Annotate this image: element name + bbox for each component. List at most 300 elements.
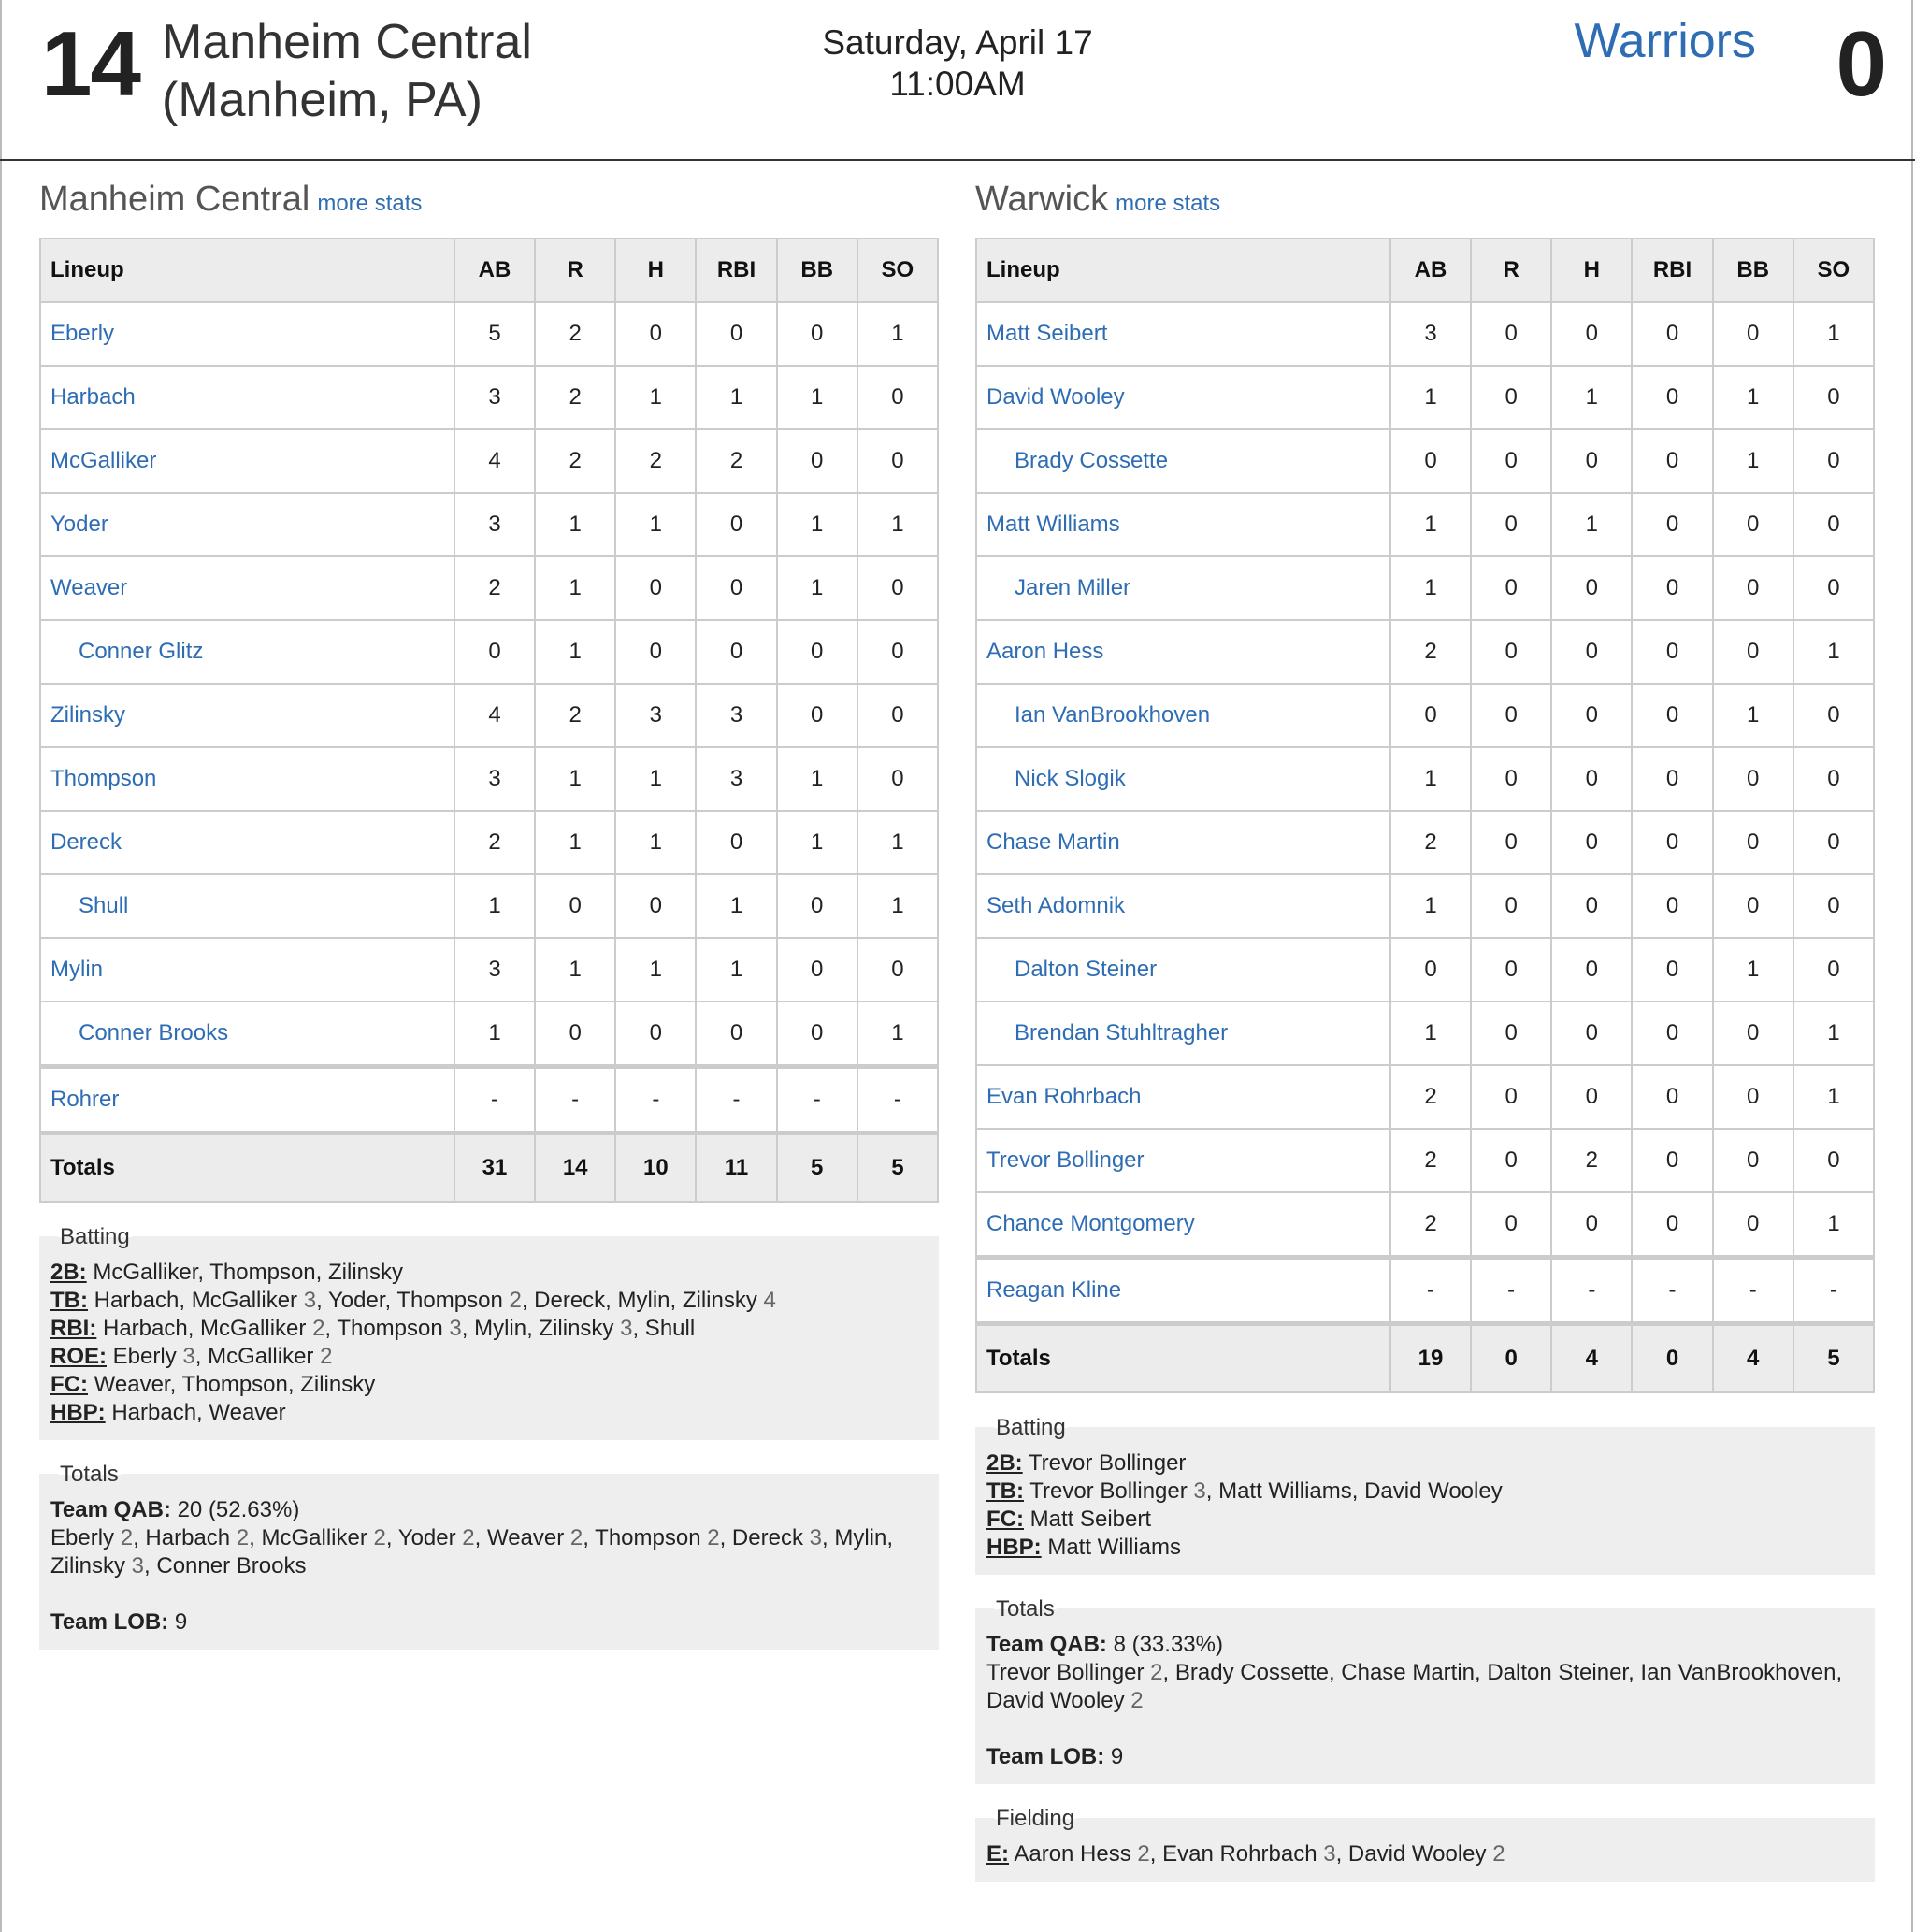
stat-count: 2 <box>373 1525 386 1550</box>
stat-cell: 0 <box>857 684 938 747</box>
column-header-so[interactable]: SO <box>1793 238 1874 302</box>
more-stats-link[interactable]: more stats <box>1116 191 1221 216</box>
stat-cell: 0 <box>1390 684 1471 747</box>
game-header <box>0 0 1915 161</box>
stat-cell: 0 <box>857 429 938 493</box>
stat-label: E: <box>986 1841 1009 1867</box>
column-header-h[interactable]: H <box>1551 238 1632 302</box>
table-row <box>40 747 938 811</box>
player-name-link[interactable]: Seth Adomnik <box>976 874 1390 938</box>
stat-cell: 4 <box>1713 1324 1793 1393</box>
stat-cell: 0 <box>1551 1065 1632 1129</box>
stat-cell: 1 <box>535 556 615 620</box>
stat-text: , Thompson <box>583 1525 708 1550</box>
home-team-line2: (Manheim, PA) <box>162 73 482 127</box>
stat-cell: 0 <box>1713 1065 1793 1129</box>
stat-cell: 31 <box>454 1133 535 1203</box>
stat-cell: 0 <box>1713 556 1793 620</box>
stat-label: FC: <box>50 1372 88 1397</box>
stat-cell: 3 <box>454 493 535 556</box>
stat-cell: 0 <box>1793 684 1874 747</box>
stat-cell: 2 <box>1390 1129 1471 1192</box>
stat-label: HBP: <box>50 1400 106 1425</box>
stat-cell: 1 <box>857 493 938 556</box>
table-row <box>976 1002 1874 1065</box>
stat-cell: - <box>1551 1258 1632 1324</box>
stat-cell: 0 <box>696 811 776 874</box>
player-name-link[interactable]: Chase Martin <box>976 811 1390 874</box>
stat-line <box>50 1287 928 1315</box>
stat-line <box>986 1534 1864 1562</box>
stat-cell: 0 <box>1551 811 1632 874</box>
table-header-row <box>976 238 1874 302</box>
stat-cell: 0 <box>1471 938 1551 1002</box>
stat-cell: 1 <box>615 747 696 811</box>
player-name-link[interactable]: Weaver <box>40 556 454 620</box>
stat-cell: 1 <box>615 493 696 556</box>
team-lob-label: Team LOB: <box>50 1609 169 1635</box>
team-qab-value: 20 (52.63%) <box>170 1497 300 1522</box>
stat-cell: 1 <box>615 366 696 429</box>
totals-label: Totals <box>40 1133 454 1203</box>
stat-cell: 0 <box>1713 811 1793 874</box>
stat-cell: 0 <box>696 1002 776 1067</box>
stat-label: 2B: <box>50 1260 87 1285</box>
stat-cell: - <box>1390 1258 1471 1324</box>
stat-label: ROE: <box>50 1344 107 1369</box>
stat-cell: 2 <box>1390 620 1471 684</box>
stat-count: 2 <box>707 1525 720 1550</box>
stat-cell: 0 <box>615 874 696 938</box>
totals-section <box>39 1462 939 1650</box>
column-header-bb[interactable]: BB <box>777 238 857 302</box>
stat-line <box>50 1343 928 1371</box>
stat-cell: 1 <box>1793 302 1874 366</box>
stat-cell: 0 <box>1632 747 1712 811</box>
stat-cell: 0 <box>615 1002 696 1067</box>
stat-count: 3 <box>620 1316 633 1341</box>
stat-cell: 0 <box>857 938 938 1002</box>
stat-cell: 0 <box>535 1002 615 1067</box>
stat-cell: 0 <box>1632 429 1712 493</box>
stat-cell: - <box>1713 1258 1793 1324</box>
stat-cell: 0 <box>1471 620 1551 684</box>
stat-cell: 1 <box>1713 429 1793 493</box>
player-name-link[interactable]: Trevor Bollinger <box>976 1129 1390 1192</box>
stat-text: Weaver, Thompson, Zilinsky <box>87 1372 376 1397</box>
stat-cell: - <box>777 1067 857 1133</box>
stat-text: , Thompson <box>324 1316 450 1341</box>
box-score-table <box>975 238 1875 1393</box>
stat-cell: 0 <box>1632 684 1712 747</box>
table-row <box>40 684 938 747</box>
team-lob-label: Team LOB: <box>986 1744 1105 1769</box>
stat-cell: 1 <box>535 620 615 684</box>
column-header-so[interactable]: SO <box>857 238 938 302</box>
stat-count: 2 <box>1492 1841 1505 1867</box>
stat-text: Eberly <box>50 1525 121 1550</box>
totals-row <box>976 1324 1874 1393</box>
stat-cell: 1 <box>857 302 938 366</box>
table-header-row <box>40 238 938 302</box>
stat-cell: 0 <box>857 556 938 620</box>
stat-cell: 0 <box>1793 874 1874 938</box>
team-title: Warwick <box>975 180 1109 219</box>
column-header-rbi[interactable]: RBI <box>696 238 776 302</box>
column-header-bb[interactable]: BB <box>1713 238 1793 302</box>
stat-count: 2 <box>1130 1688 1144 1713</box>
table-row <box>976 747 1874 811</box>
table-row <box>976 811 1874 874</box>
column-header-r[interactable]: R <box>1471 238 1551 302</box>
away-team-link[interactable]: Warriors <box>1574 14 1756 68</box>
stat-cell: 0 <box>1632 493 1712 556</box>
stat-cell: 0 <box>777 620 857 684</box>
stat-cell: 1 <box>535 938 615 1002</box>
stat-cell: 0 <box>1471 1065 1551 1129</box>
stat-cell: 1 <box>1713 366 1793 429</box>
stat-cell: 19 <box>1390 1324 1471 1393</box>
stat-cell: 3 <box>696 747 776 811</box>
stat-cell: 3 <box>454 747 535 811</box>
stat-cell: 2 <box>1390 1192 1471 1258</box>
stat-cell: 0 <box>777 874 857 938</box>
stat-label: RBI: <box>50 1316 97 1341</box>
stat-text: , Yoder <box>385 1525 463 1550</box>
player-name-link[interactable]: Jaren Miller <box>976 556 1390 620</box>
stat-cell: 0 <box>1551 1002 1632 1065</box>
stat-cell: 4 <box>454 429 535 493</box>
stat-cell: 1 <box>857 874 938 938</box>
home-score: 14 <box>41 12 140 115</box>
stat-cell: 0 <box>696 556 776 620</box>
stat-cell: 1 <box>777 556 857 620</box>
stat-cell: 0 <box>1713 620 1793 684</box>
stat-text: , David Wooley <box>1335 1841 1493 1867</box>
player-name-link[interactable]: Dalton Steiner <box>976 938 1390 1002</box>
stat-count: 3 <box>182 1344 195 1369</box>
stat-cell: 0 <box>454 620 535 684</box>
stat-cell: 0 <box>1793 1129 1874 1192</box>
batting-legend: Batting <box>996 1415 1066 1440</box>
stat-count: 4 <box>763 1288 776 1313</box>
stat-cell: 14 <box>535 1133 615 1203</box>
table-row <box>40 429 938 493</box>
stat-cell: 0 <box>1632 620 1712 684</box>
stat-cell: 0 <box>1551 1192 1632 1258</box>
table-row <box>40 874 938 938</box>
stat-text: , McGalliker <box>249 1525 374 1550</box>
stat-count: 2 <box>569 1525 583 1550</box>
stat-cell: 0 <box>1632 302 1712 366</box>
stat-cell: 0 <box>1632 1192 1712 1258</box>
stat-cell: 0 <box>777 684 857 747</box>
player-name-link[interactable]: Conner Brooks <box>40 1002 454 1067</box>
stat-cell: 3 <box>696 684 776 747</box>
stat-cell: 4 <box>454 684 535 747</box>
stat-text: , Brady Cossette, Chase Martin, Dalton Steiner, Ian VanBrookhoven, David Wooley <box>986 1660 1843 1713</box>
stat-text: , Dereck <box>719 1525 810 1550</box>
stat-text: , Weaver <box>474 1525 570 1550</box>
totals-legend: Totals <box>60 1462 119 1487</box>
stat-cell: 1 <box>696 366 776 429</box>
home-team-panel <box>39 180 939 1650</box>
stat-cell: 3 <box>454 366 535 429</box>
player-name-link[interactable]: Brendan Stuhltragher <box>976 1002 1390 1065</box>
table-row <box>976 366 1874 429</box>
stat-text: , Dereck, Mylin, Zilinsky <box>521 1288 764 1313</box>
player-name-link[interactable]: Zilinsky <box>40 684 454 747</box>
stat-cell: 0 <box>1471 1192 1551 1258</box>
table-row <box>976 429 1874 493</box>
table-row <box>976 1129 1874 1192</box>
stat-count: 2 <box>236 1525 250 1550</box>
totals-label: Totals <box>976 1324 1390 1393</box>
stat-cell: 5 <box>777 1133 857 1203</box>
stat-cell: 0 <box>1471 1002 1551 1065</box>
batting-legend: Batting <box>60 1224 130 1249</box>
stat-text: Harbach, McGalliker <box>87 1288 304 1313</box>
home-team-line1: Manheim Central <box>162 15 532 69</box>
player-name-link[interactable]: Aaron Hess <box>976 620 1390 684</box>
stat-cell: 1 <box>857 1002 938 1067</box>
stat-text: Aaron Hess <box>1009 1841 1138 1867</box>
stat-text: , Matt Williams, David Wooley <box>1205 1478 1503 1504</box>
table-row <box>40 366 938 429</box>
stat-cell: 1 <box>454 874 535 938</box>
stat-cell: 1 <box>454 1002 535 1067</box>
stat-cell: 0 <box>857 620 938 684</box>
player-name-link[interactable]: Matt Williams <box>976 493 1390 556</box>
game-datetime <box>770 22 1145 105</box>
fielding-legend: Fielding <box>996 1806 1075 1831</box>
column-header-ab[interactable]: AB <box>1390 238 1471 302</box>
stat-cell: 1 <box>535 747 615 811</box>
stat-cell: - <box>857 1067 938 1133</box>
player-name-link[interactable]: Reagan Kline <box>976 1258 1390 1324</box>
player-name-link[interactable]: Harbach <box>40 366 454 429</box>
stat-cell: 0 <box>1793 429 1874 493</box>
player-name-link[interactable]: Evan Rohrbach <box>976 1065 1390 1129</box>
team-qab-breakdown <box>986 1659 1864 1715</box>
stat-text: Matt Williams <box>1041 1535 1182 1560</box>
stat-cell: 0 <box>1713 302 1793 366</box>
column-header-lineup[interactable]: Lineup <box>40 238 454 302</box>
stat-cell: 0 <box>1551 938 1632 1002</box>
stat-cell: 0 <box>1632 1324 1712 1393</box>
column-header-rbi[interactable]: RBI <box>1632 238 1712 302</box>
table-row <box>40 1002 938 1067</box>
stat-cell: 0 <box>1713 493 1793 556</box>
stat-cell: 0 <box>1471 747 1551 811</box>
player-name-link[interactable]: Chance Montgomery <box>976 1192 1390 1258</box>
stat-cell: 0 <box>1713 747 1793 811</box>
stat-cell: 1 <box>1390 747 1471 811</box>
stat-count: 3 <box>1193 1478 1206 1504</box>
stat-text: McGalliker, Thompson, Zilinsky <box>86 1260 403 1285</box>
player-name-link[interactable]: Shull <box>40 874 454 938</box>
stat-line <box>986 1506 1864 1534</box>
stat-count: 3 <box>131 1553 145 1579</box>
table-row <box>976 493 1874 556</box>
stat-cell: 0 <box>696 620 776 684</box>
stat-cell: 0 <box>696 493 776 556</box>
stat-cell: 0 <box>1793 747 1874 811</box>
player-name-link[interactable]: Ian VanBrookhoven <box>976 684 1390 747</box>
stat-count: 2 <box>1137 1841 1150 1867</box>
player-name-link[interactable]: McGalliker <box>40 429 454 493</box>
stat-cell: 0 <box>1471 874 1551 938</box>
stat-cell: 1 <box>777 366 857 429</box>
stat-line <box>986 1478 1864 1506</box>
player-name-link[interactable]: Nick Slogik <box>976 747 1390 811</box>
stat-cell: 0 <box>777 429 857 493</box>
stat-cell: - <box>1632 1258 1712 1324</box>
stat-count: 2 <box>312 1316 325 1341</box>
stat-cell: 1 <box>1390 874 1471 938</box>
team-lob-value: 9 <box>168 1609 188 1635</box>
column-header-ab[interactable]: AB <box>454 238 535 302</box>
stat-cell: - <box>696 1067 776 1133</box>
table-row <box>40 938 938 1002</box>
column-header-h[interactable]: H <box>615 238 696 302</box>
stat-cell: 1 <box>1793 1065 1874 1129</box>
away-team-panel <box>975 180 1875 1882</box>
totals-row <box>40 1133 938 1203</box>
stat-cell: 1 <box>1390 556 1471 620</box>
table-row <box>40 811 938 874</box>
stat-cell: 0 <box>1471 556 1551 620</box>
table-row <box>40 493 938 556</box>
stat-cell: 0 <box>857 366 938 429</box>
player-name-link[interactable]: Matt Seibert <box>976 302 1390 366</box>
player-name-link[interactable]: Mylin <box>40 938 454 1002</box>
stat-cell: 2 <box>1390 1065 1471 1129</box>
stat-cell: 0 <box>1632 366 1712 429</box>
player-name-link[interactable]: Conner Glitz <box>40 620 454 684</box>
stat-count: 3 <box>303 1288 317 1313</box>
stat-cell: 1 <box>1390 493 1471 556</box>
stat-cell: 0 <box>1471 1129 1551 1192</box>
stat-cell: 0 <box>857 747 938 811</box>
column-header-r[interactable]: R <box>535 238 615 302</box>
stat-cell: 2 <box>615 429 696 493</box>
stat-label: HBP: <box>986 1535 1042 1560</box>
table-row <box>40 1067 938 1133</box>
stat-cell: 0 <box>1632 874 1712 938</box>
stat-cell: - <box>615 1067 696 1133</box>
stat-label: FC: <box>986 1507 1024 1532</box>
stat-cell: 0 <box>535 874 615 938</box>
stat-cell: 0 <box>1471 811 1551 874</box>
stat-line <box>50 1371 928 1399</box>
player-name-link[interactable]: Eberly <box>40 302 454 366</box>
stat-cell: 0 <box>1793 493 1874 556</box>
stat-cell: 0 <box>1632 1065 1712 1129</box>
stat-line <box>50 1259 928 1287</box>
stat-cell: 0 <box>1632 811 1712 874</box>
player-name-link[interactable]: Thompson <box>40 747 454 811</box>
stat-cell: 1 <box>1551 493 1632 556</box>
more-stats-link[interactable]: more stats <box>317 191 423 216</box>
stat-text: Matt Seibert <box>1023 1507 1152 1532</box>
player-name-link[interactable]: Yoder <box>40 493 454 556</box>
stat-cell: 0 <box>777 302 857 366</box>
stat-cell: 0 <box>615 302 696 366</box>
stat-line <box>986 1840 1864 1868</box>
stat-cell: 0 <box>1793 556 1874 620</box>
stat-cell: 0 <box>1632 556 1712 620</box>
table-row <box>976 874 1874 938</box>
home-team-name <box>162 13 532 129</box>
team-qab-label: Team QAB: <box>986 1632 1107 1657</box>
stat-cell: 0 <box>1713 1002 1793 1065</box>
player-name-link[interactable]: Brady Cossette <box>976 429 1390 493</box>
stat-count: 2 <box>1150 1660 1163 1685</box>
stat-label: 2B: <box>986 1450 1023 1476</box>
stat-cell: 2 <box>1390 811 1471 874</box>
stat-cell: 0 <box>1632 938 1712 1002</box>
stat-cell: 0 <box>1551 429 1632 493</box>
table-row <box>976 1192 1874 1258</box>
player-name-link[interactable]: Rohrer <box>40 1067 454 1133</box>
stat-text: , Conner Brooks <box>144 1553 307 1579</box>
player-name-link[interactable]: David Wooley <box>976 366 1390 429</box>
stat-cell: 0 <box>1632 1002 1712 1065</box>
stat-text: Trevor Bollinger <box>1022 1450 1187 1476</box>
stat-count: 3 <box>1323 1841 1336 1867</box>
stat-cell: 1 <box>1713 938 1793 1002</box>
game-date: Saturday, April 17 <box>822 23 1093 62</box>
stat-label: TB: <box>50 1288 88 1313</box>
stat-cell: 1 <box>615 811 696 874</box>
stat-count: 3 <box>449 1316 462 1341</box>
table-row <box>976 556 1874 620</box>
stat-cell: 0 <box>1471 429 1551 493</box>
stat-text: Harbach, McGalliker <box>96 1316 313 1341</box>
stat-cell: 1 <box>696 874 776 938</box>
player-name-link[interactable]: Dereck <box>40 811 454 874</box>
stat-text: , Evan Rohrbach <box>1149 1841 1324 1867</box>
table-row <box>976 684 1874 747</box>
stat-line <box>986 1449 1864 1478</box>
fielding-section <box>975 1806 1875 1882</box>
stat-cell: 1 <box>777 811 857 874</box>
stat-text: Trevor Bollinger <box>1023 1478 1194 1504</box>
away-score: 0 <box>1836 12 1887 115</box>
column-header-lineup[interactable]: Lineup <box>976 238 1390 302</box>
stat-count: 2 <box>462 1525 475 1550</box>
table-row <box>976 1258 1874 1324</box>
batting-section <box>39 1224 939 1440</box>
stat-text: , Yoder, Thompson <box>316 1288 510 1313</box>
stat-cell: 0 <box>1471 302 1551 366</box>
stat-cell: 5 <box>857 1133 938 1203</box>
stat-count: 2 <box>120 1525 134 1550</box>
stat-text: , McGalliker <box>194 1344 321 1369</box>
stat-cell: 0 <box>1551 302 1632 366</box>
stat-cell: 0 <box>1390 429 1471 493</box>
stat-cell: 10 <box>615 1133 696 1203</box>
stat-cell: 0 <box>1471 366 1551 429</box>
stat-cell: 1 <box>535 493 615 556</box>
stat-cell: 0 <box>1390 938 1471 1002</box>
stat-text: , Harbach <box>133 1525 237 1550</box>
totals-section <box>975 1596 1875 1784</box>
stat-cell: 0 <box>1551 874 1632 938</box>
stat-cell: 0 <box>615 620 696 684</box>
stat-cell: 1 <box>1551 366 1632 429</box>
